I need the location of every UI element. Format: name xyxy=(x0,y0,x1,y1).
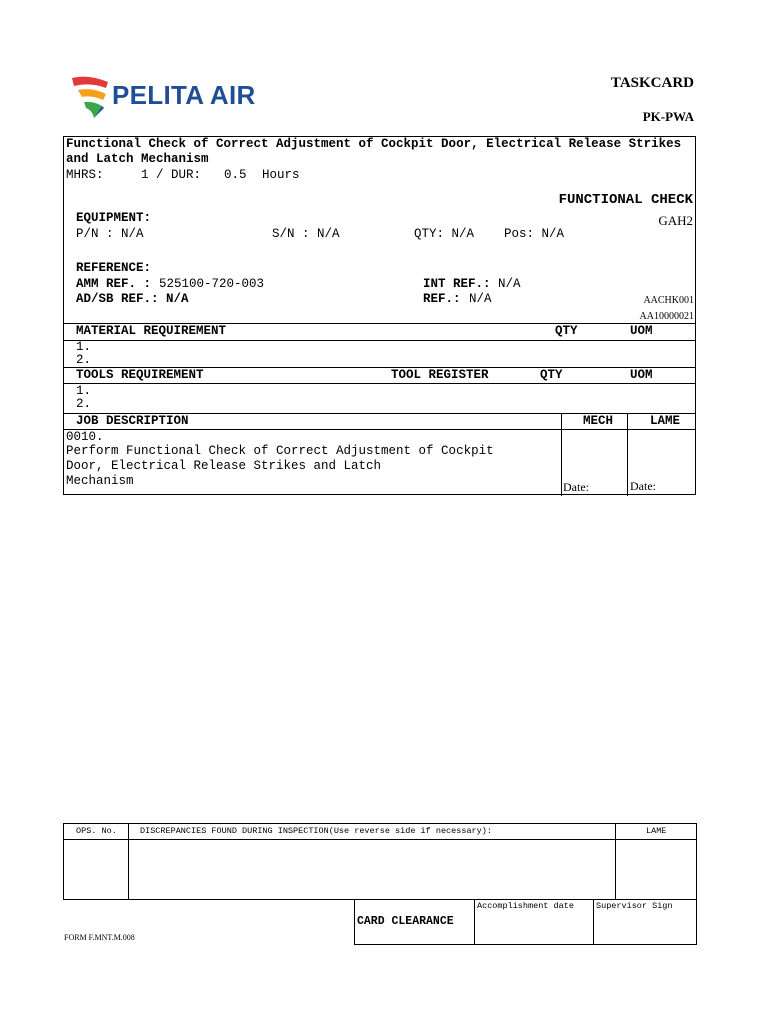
discrepancy-lame-header: LAME xyxy=(646,826,667,836)
job-lame-header: LAME xyxy=(650,414,681,428)
dur-unit: Hours xyxy=(262,168,300,182)
job-step-number: 0010. xyxy=(66,430,104,444)
ref-label: REF.: xyxy=(423,292,461,306)
material-uom-header: UOM xyxy=(630,324,653,338)
lame-date-label: Date: xyxy=(630,479,656,493)
logo-text: PELITA AIR xyxy=(112,80,256,110)
reference-code1: AACHK001 xyxy=(643,295,694,306)
tools-header: TOOLS REQUIREMENT xyxy=(76,368,204,382)
taskcard-main-box xyxy=(63,136,696,495)
task-title-line2: and Latch Mechanism xyxy=(66,152,209,166)
ops-no-header: OPS. No. xyxy=(76,826,117,836)
tools-qty-header: QTY xyxy=(540,368,563,382)
card-clearance-label: CARD CLEARANCE xyxy=(357,915,454,928)
amm-ref-label: AMM REF. : xyxy=(76,277,152,291)
discrepancies-header: DISCREPANCIES FOUND DURING INSPECTION(Use reverse side if necessary): xyxy=(140,826,492,836)
job-desc-line3: Mechanism xyxy=(66,474,134,488)
mhrs-value: 1 / DUR: xyxy=(141,168,202,182)
mhrs-label: MHRS: xyxy=(66,168,104,182)
material-row-2: 2. xyxy=(76,353,92,367)
job-desc-line1: Perform Functional Check of Correct Adjustment of Cockpit xyxy=(66,444,494,458)
tools-uom-header: UOM xyxy=(630,368,653,382)
tools-row-1: 1. xyxy=(76,384,92,398)
task-title-line1: Functional Check of Correct Adjustment of Cockpit Door, Electrical Release Strikes xyxy=(66,137,682,151)
tools-register-header: TOOL REGISTER xyxy=(391,368,489,382)
material-header: MATERIAL REQUIREMENT xyxy=(76,324,227,338)
aircraft-registration: PK-PWA xyxy=(642,109,694,124)
reference-label: REFERENCE: xyxy=(76,261,152,275)
discrepancies-box xyxy=(63,823,697,900)
job-mech-header: MECH xyxy=(583,414,614,428)
equipment-label: EQUIPMENT: xyxy=(76,211,152,225)
card-clearance-box xyxy=(354,899,697,945)
job-header: JOB DESCRIPTION xyxy=(76,414,189,428)
task-category: FUNCTIONAL CHECK xyxy=(558,192,693,208)
form-number: FORM F.MNT.M.008 xyxy=(64,933,135,942)
job-desc-line2: Door, Electrical Release Strikes and Latch xyxy=(66,459,382,473)
amm-ref-value: 525100-720-003 xyxy=(159,277,265,291)
accomplishment-date-label: Accomplishment date xyxy=(477,901,574,911)
equipment-pn: P/N : N/A xyxy=(76,227,144,241)
ref-value: N/A xyxy=(469,292,492,306)
supervisor-sign-label: Supervisor Sign xyxy=(596,901,673,911)
reference-code2: AA10000021 xyxy=(639,311,694,322)
doc-type-title: TASKCARD xyxy=(610,75,694,91)
int-ref-label: INT REF.: xyxy=(423,277,491,291)
task-code: GAH2 xyxy=(658,213,693,228)
equipment-qty: QTY: N/A xyxy=(414,227,475,241)
pelita-air-logo xyxy=(70,74,255,120)
mech-date-label: Date: xyxy=(563,480,589,494)
equipment-sn: S/N : N/A xyxy=(272,227,340,241)
material-row-1: 1. xyxy=(76,340,92,354)
equipment-pos: Pos: N/A xyxy=(504,227,565,241)
dur-value: 0.5 xyxy=(224,168,247,182)
tools-row-2: 2. xyxy=(76,397,92,411)
pelita-air-logo-icon xyxy=(70,74,110,120)
material-qty-header: QTY xyxy=(555,324,578,338)
int-ref-value: N/A xyxy=(498,277,521,291)
adsb-ref-label: AD/SB REF.: xyxy=(76,292,159,306)
adsb-ref-value: N/A xyxy=(166,292,189,306)
